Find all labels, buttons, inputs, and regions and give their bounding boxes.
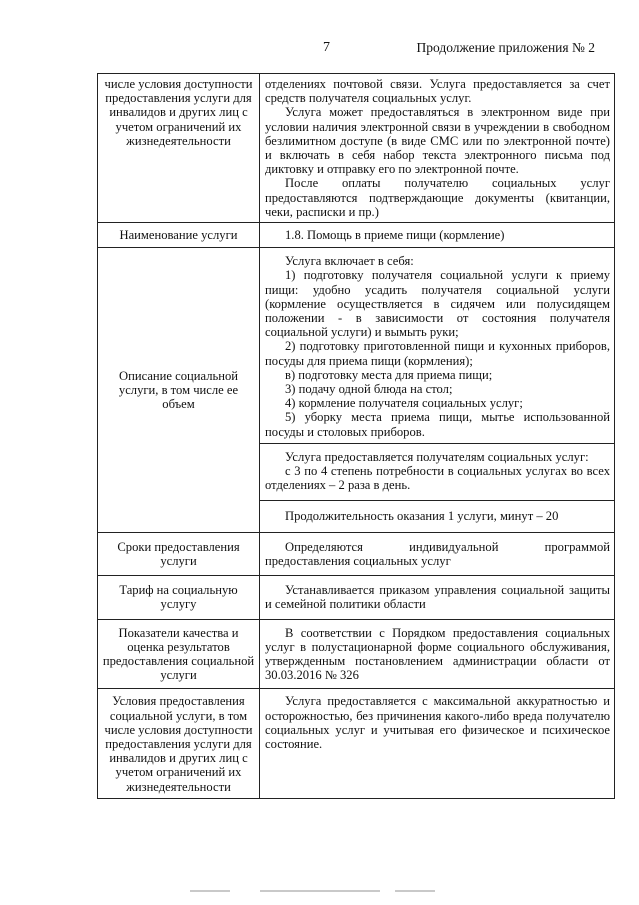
row-value xyxy=(260,248,615,444)
row-label: Сроки предоставления услуги xyxy=(98,532,260,575)
paragraph: 4) кормление получателя социальных услуг; xyxy=(285,396,523,411)
paragraph: Услуга предоставляется получателям социальных услуг: xyxy=(285,449,589,464)
paragraph: 2) подготовку приготовленной пищи и кухонных приборов, посуды для приема пищи (кормления); xyxy=(265,339,610,368)
row-label: Условия предоставления социальной услуги, в том числе условия доступности предоставления услуги для инвалидов и других лиц с учетом ограничений их жизнедеятельности xyxy=(98,689,260,798)
paragraph: В соответствии с Порядком предоставления социальных услуг в полустационарной форме социального обслуживания, утвержденным постановлением администрации области от 30.03.2016 № 326 xyxy=(265,625,610,683)
service-description-table xyxy=(97,73,615,799)
row-label: Описание социальной услуги, в том числе ее объем xyxy=(98,248,260,532)
row-value xyxy=(260,532,615,575)
paragraph: Устанавливается приказом управления социальной защиты и семейной политики области xyxy=(265,583,610,612)
table-row-conditions xyxy=(98,689,615,798)
table-row-access-conditions-continued xyxy=(98,74,615,223)
row-value xyxy=(260,619,615,689)
table-row-service-name xyxy=(98,223,615,248)
paragraph: После оплаты получателю социальных услуг предоставляются подтверждающие документы (квитанции, чеки, расписки и пр.) xyxy=(265,176,610,219)
table-row-service-description xyxy=(98,248,615,444)
paragraph: Услуга может предоставляться в электронном виде при условии наличия электронной связи в учреждении в свободном безлимитном доступе (в виде СМС или по электронной почте) и включать в себя набор текста электронного письма под диктовку и отправку его по электронной почте. xyxy=(265,105,610,177)
paragraph: 1) подготовку получателя социальной услуги к приему пищи: удобно усадить получателя социальной услуги (кормление осуществляется в сидячем или полусидящем положении - в зависимости от состояния получателя социальной услуги) и вымыть руки; xyxy=(265,268,610,340)
scan-artifact xyxy=(190,888,450,894)
paragraph: 5) уборку места приема пищи, мытье использованной посуды и столовых приборов. xyxy=(265,410,610,439)
table-row-quality-indicators xyxy=(98,619,615,689)
appendix-continuation-label: Продолжение приложения № 2 xyxy=(416,40,595,55)
page-number: 7 xyxy=(323,40,330,55)
row-value: Продолжительность оказания 1 услуги, минут – 20 xyxy=(260,501,615,532)
paragraph: 3) подачу одной блюда на стол; xyxy=(285,382,453,397)
row-value xyxy=(260,443,615,501)
paragraph: Услуга включает в себя: xyxy=(285,254,414,269)
row-value xyxy=(260,74,615,223)
row-label: Показатели качества и оценка результатов предоставления социальной услуги xyxy=(98,619,260,689)
paragraph: с 3 по 4 степень потребности в социальных услугах во всех отделениях – 2 раза в день. xyxy=(265,464,610,493)
row-label: числе условия доступности предоставления услуги для инвалидов и других лиц с учетом ограничений их жизнедеятельности xyxy=(98,74,260,223)
row-value xyxy=(260,576,615,619)
paragraph: в) подготовку места для приема пищи; xyxy=(285,367,493,382)
row-value: 1.8. Помощь в приеме пищи (кормление) xyxy=(260,223,615,248)
row-value xyxy=(260,689,615,798)
table-row-terms xyxy=(98,532,615,575)
paragraph: Определяются индивидуальной программой предоставления социальных услуг xyxy=(265,539,610,568)
row-label: Наименование услуги xyxy=(98,223,260,248)
table-row-tariff xyxy=(98,576,615,619)
row-label: Тариф на социальную услугу xyxy=(98,576,260,619)
paragraph: отделениях почтовой связи. Услуга предоставляется за счет средств получателя социальных услуг. xyxy=(265,77,610,106)
paragraph: Услуга предоставляется с максимальной аккуратностью и осторожностью, без причинения какого-либо вреда получателю социальных услуг и учитывая его физическое и психическое состояние. xyxy=(265,694,610,751)
